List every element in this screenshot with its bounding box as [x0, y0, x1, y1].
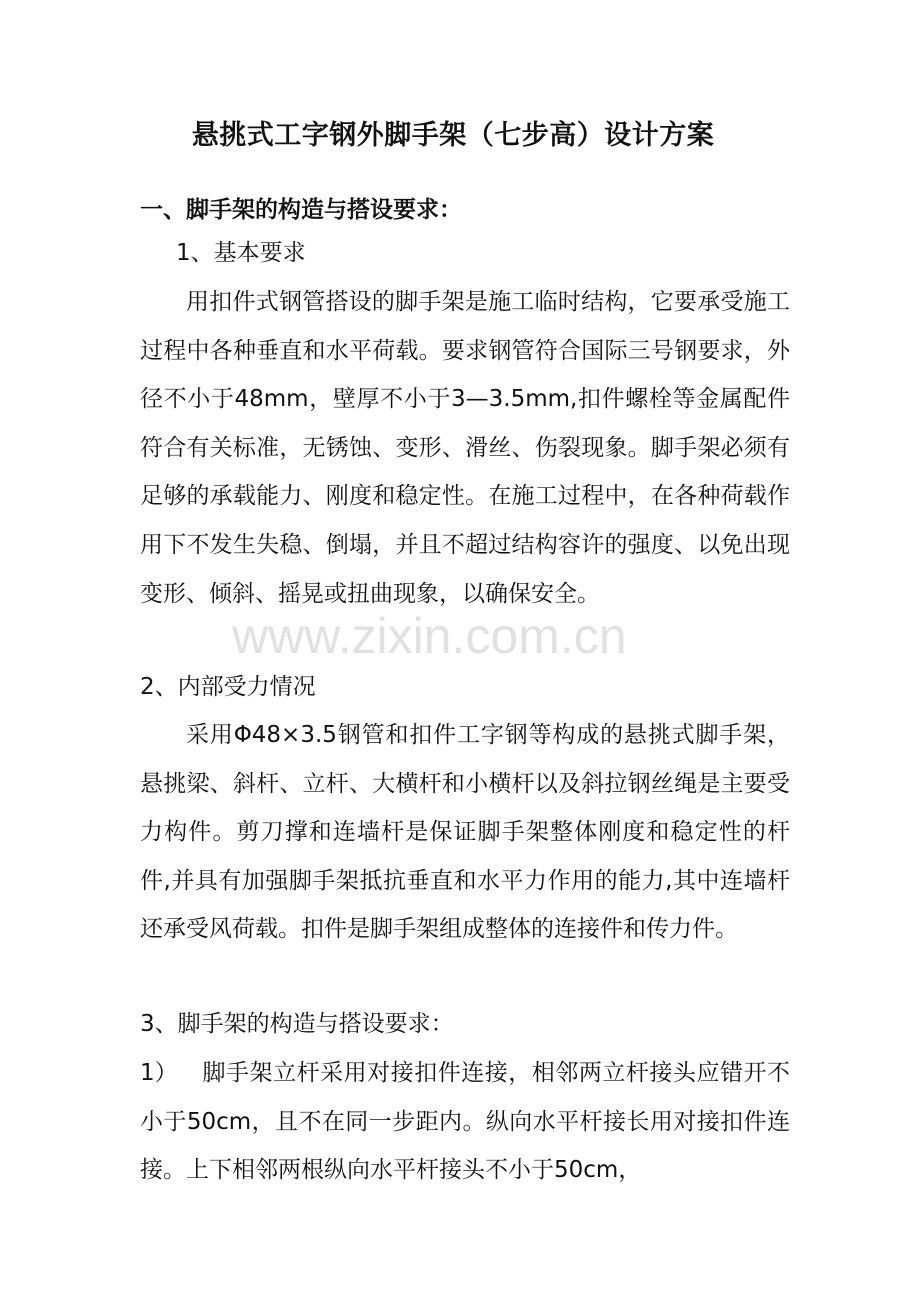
watermark-text: www.zixin.com.cn: [232, 608, 627, 664]
list-item-text: 脚手架立杆采用对接扣件连接，相邻两立杆接头应错开不小于50cm，且不在同一步距内。纵向水平杆接长用对接扣件连接。上下相邻两根纵向水平杆接头不小于50cm，: [140, 1060, 790, 1184]
subheading-basic-requirements: 1、基本要求: [176, 240, 306, 266]
paragraph-basic-requirements: 用扣件式钢管搭设的脚手架是施工临时结构，它要承受施工过程中各种垂直和水平荷载。要求钢管符合国际三号钢要求，外径不小于48mm，壁厚不小于3—3.5mm,扣件螺栓等金属配件符合有关标准，无锈蚀、变形、滑丝、伤裂现象。脚手架必须有足够的承载能力、刚度和稳定性。在施工过程中，在各种荷载作用下不发生失稳、倒塌，并且不超过结构容许的强度、以免出现变形、倾斜、摇晃或扭曲现象，以确保安全。: [140, 289, 790, 607]
subheading-construction-requirements: 3、脚手架的构造与搭设要求：: [140, 1011, 454, 1037]
paragraph-internal-forces: 采用Φ48×3.5钢管和扣件工字钢等构成的悬挑式脚手架，悬挑梁、斜杆、立杆、大横杆和小横杆以及斜拉钢丝绳是主要受力构件。剪刀撑和连墙杆是保证脚手架整体刚度和稳定性的杆件,并具有加强脚手架抵抗垂直和水平力作用的能力,其中连墙杆还承受风荷载。扣件是脚手架组成整体的连接件和传力件。: [140, 722, 790, 943]
document-title: 悬挑式工字钢外脚手架（七步高）设计方案: [191, 120, 715, 151]
list-item-1: [140, 1049, 790, 1195]
section-heading-construction: 一、脚手架的构造与搭设要求：: [140, 197, 462, 223]
subheading-internal-forces: 2、内部受力情况: [140, 674, 316, 700]
list-item-number: 1）: [140, 1060, 178, 1086]
